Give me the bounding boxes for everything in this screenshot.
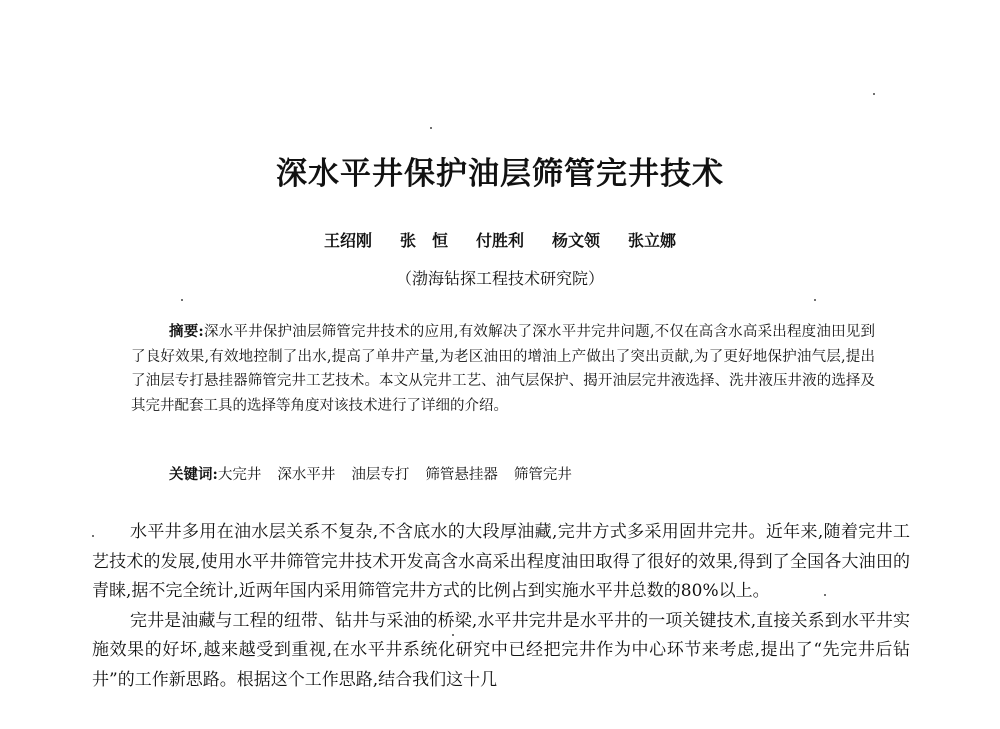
keyword: 深水平井 [277,467,336,483]
author-name: 张立娜 [628,231,677,250]
body-text [92,518,910,695]
scan-speck [824,594,826,596]
author-name: 张 恒 [399,231,448,250]
keywords [169,463,869,484]
keyword: 筛管完井 [513,467,572,483]
abstract-label: 摘要: [169,323,204,340]
keyword: 筛管悬挂器 [425,467,498,483]
scan-speck [814,299,816,301]
paper-title: 深水平井保护油层筛管完井技术 [276,156,724,192]
author-name: 王绍刚 [323,231,372,250]
keyword: 大完井 [217,467,262,483]
scan-speck [181,299,183,301]
author-name: 杨文领 [552,231,601,250]
scan-speck [873,93,875,95]
affiliation: （渤海钻探工程技术研究院） [395,269,604,288]
body-paragraph: 水平井多用在油水层关系不复杂,不含底水的大段厚油藏,完井方式多采用固井完井。近年来,随着完井工艺技术的发展,使用水平井筛管完井技术开发高含水高采出程度油田取得了很好的效果,得到了全国各大油田的青睐,据不完全统计,近两年国内采用筛管完井方式的比例占到实施水平井总数的80%以上。 [92,522,910,601]
abstract [131,320,875,418]
scan-speck [452,634,454,636]
scan-speck [430,127,432,129]
scan-speck [92,535,94,537]
abstract-text: 深水平井保护油层筛管完井技术的应用,有效解决了深水平井完井问题,不仅在高含水高采出程度油田见到了良好效果,有效地控制了出水,提高了单井产量,为老区油田的增油上产做出了突出贡献,为了更好地保护油气层,提出了油层专打悬挂器筛管完井工艺技术。本文从完井工艺、油气层保护、揭开油层完井液选择、洗井液压井液的选择及其完井配套工具的选择等角度对该技术进行了详细的介绍。 [131,324,875,414]
body-paragraph: 完井是油藏与工程的纽带、钻井与采油的桥梁,水平井完井是水平井的一项关键技术,直接关系到水平井实施效果的好坏,越来越受到重视,在水平井系统化研究中已经把完井作为中心环节来考虑,提出了“先完井后钻井”的工作新思路。根据这个工作思路,结合我们这十几 [92,610,910,690]
author-name: 付胜利 [475,231,524,250]
keywords-label: 关键词: [169,466,218,483]
keyword: 油层专打 [351,467,410,483]
author-list [0,228,1000,251]
